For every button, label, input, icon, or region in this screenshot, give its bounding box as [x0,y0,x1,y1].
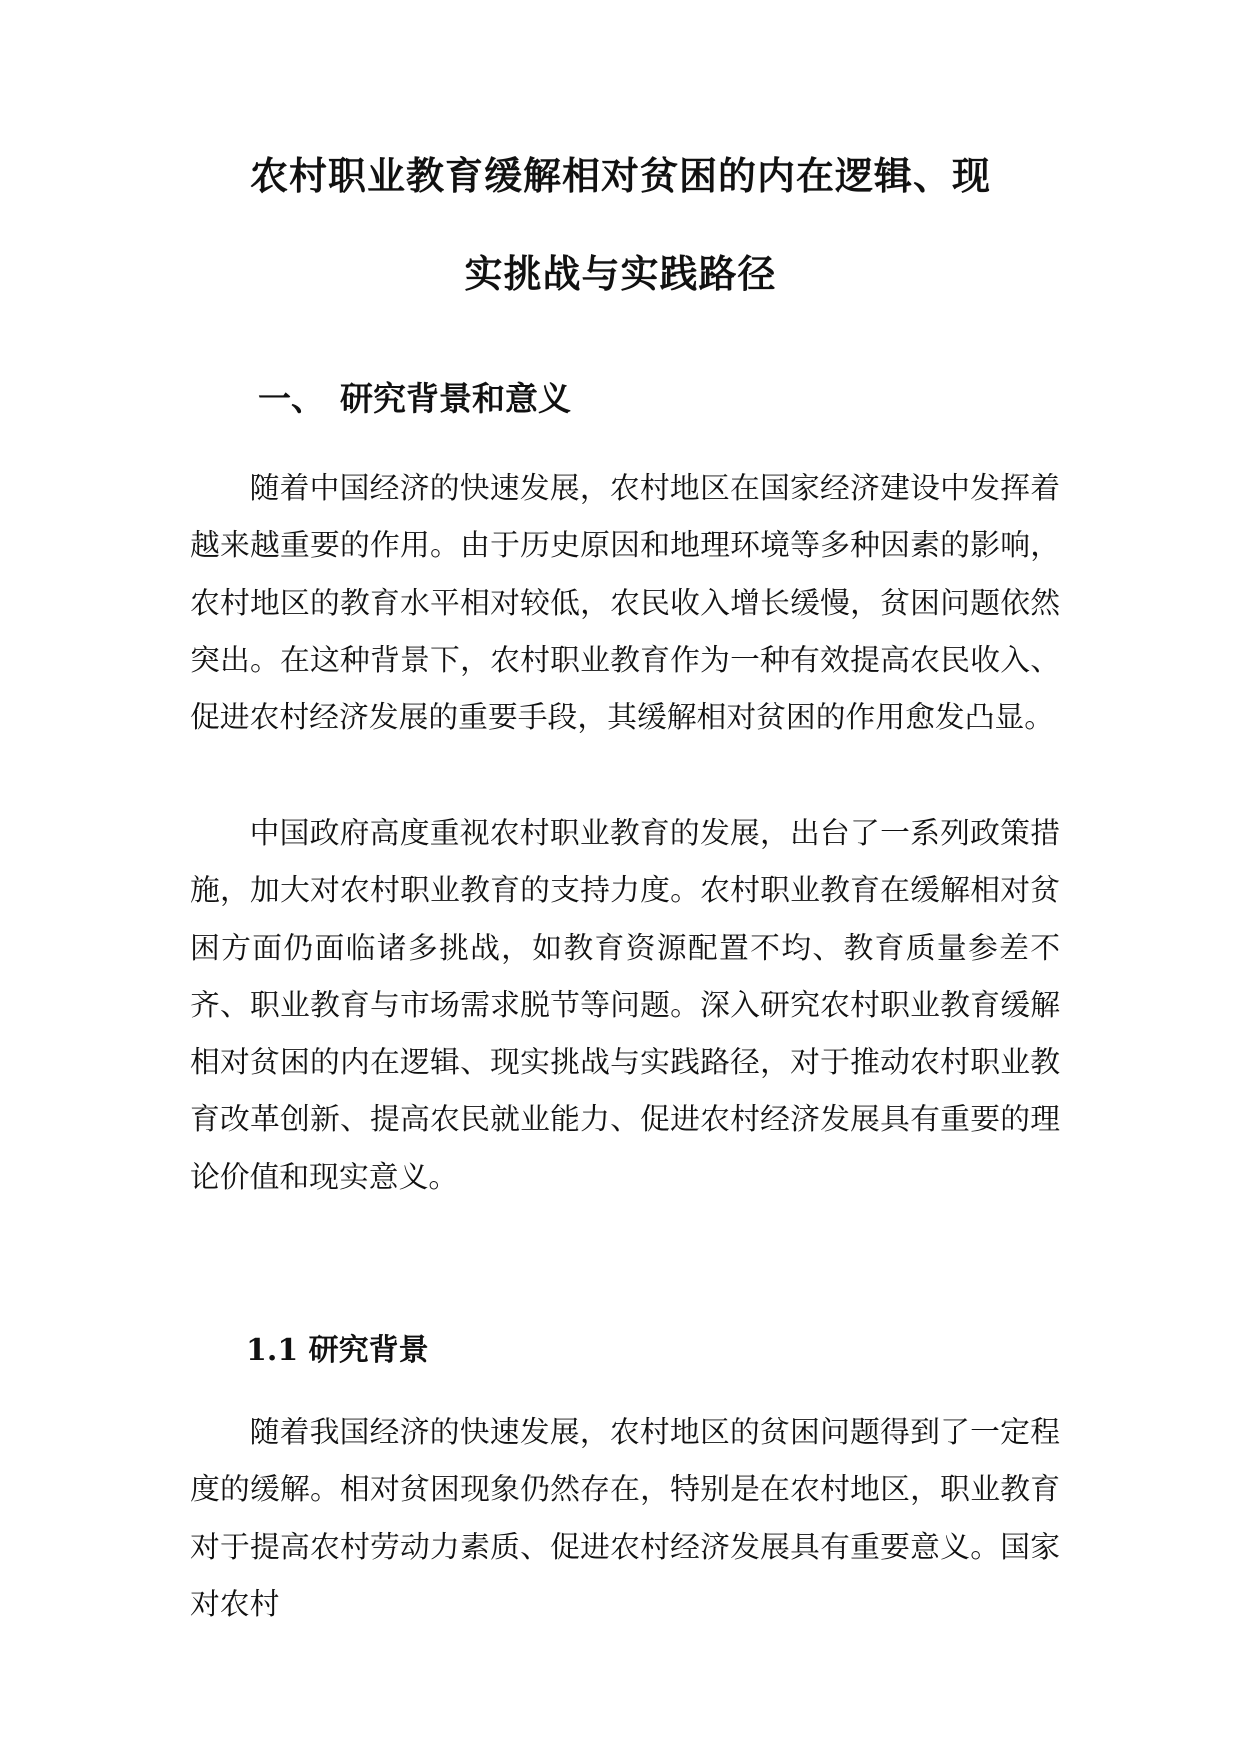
section-heading-text: 研究背景和意义 [340,379,571,418]
section-heading [258,374,571,424]
document-title-line-1: 农村职业教育缓解相对贫困的内在逻辑、现 [249,153,991,198]
document-title-line-2: 实挑战与实践路径 [464,251,777,296]
body-paragraph: 随着我国经济的快速发展，农村地区的贫困问题得到了一定程度的缓解。相对贫困现象仍然存在，特别是在农村地区，职业教育对于提高农村劳动力素质、促进农村经济发展具有重要意义。国家对农村 [190,1415,1060,1622]
subsection-heading: 1.1 研究背景 [246,1333,429,1368]
body-paragraph: 随着中国经济的快速发展，农村地区在国家经济建设中发挥着越来越重要的作用。由于历史原因和地理环境等多种因素的影响，农村地区的教育水平相对较低，农民收入增长缓慢，贫困问题依然突出。在这种背景下，农村职业教育作为一种有效提高农民收入、促进农村经济发展的重要手段，其缓解相对贫困的作用愈发凸显。 [190,471,1060,736]
section-number: 一、 [258,379,324,418]
body-paragraph: 中国政府高度重视农村职业教育的发展，出台了一系列政策措施，加大对农村职业教育的支持力度。农村职业教育在缓解相对贫困方面仍面临诸多挑战，如教育资源配置不均、教育质量参差不齐、职业教育与市场需求脱节等问题。深入研究农村职业教育缓解相对贫困的内在逻辑、现实挑战与实践路径，对于推动农村职业教育改革创新、提高农民就业能力、促进农村经济发展具有重要的理论价值和现实意义。 [190,816,1060,1195]
